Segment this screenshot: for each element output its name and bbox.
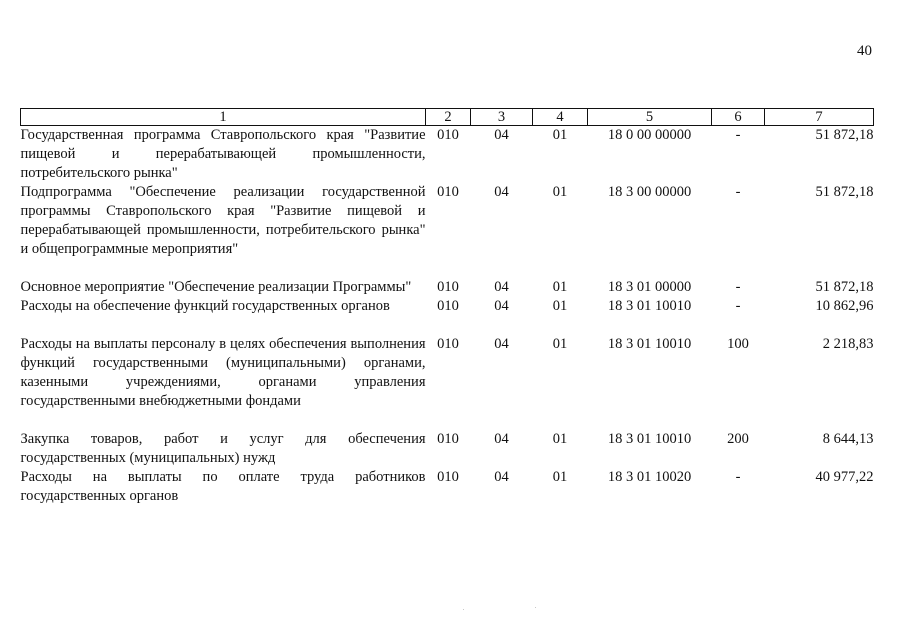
header-col-amount: 7 bbox=[765, 109, 874, 126]
table-row bbox=[21, 183, 874, 278]
header-col-expense-type: 6 bbox=[712, 109, 765, 126]
row-amount: 8 644,13 bbox=[822, 431, 874, 447]
row-section-code: 04 bbox=[494, 279, 509, 295]
row-section-code: 04 bbox=[494, 127, 509, 143]
row-expense-type-code: - bbox=[735, 279, 741, 295]
row-ministry-code: 010 bbox=[437, 184, 459, 200]
scan-speck bbox=[535, 607, 536, 608]
row-amount: 10 862,96 bbox=[815, 298, 874, 314]
header-col-section: 3 bbox=[471, 109, 533, 126]
row-target-item-code: 18 0 00 00000 bbox=[607, 127, 692, 143]
row-target-item-code: 18 3 01 10020 bbox=[607, 469, 692, 485]
scan-speck bbox=[463, 609, 464, 610]
table-row bbox=[21, 430, 874, 468]
header-col-target-item: 5 bbox=[588, 109, 712, 126]
row-amount: 2 218,83 bbox=[822, 336, 874, 352]
row-expense-type-code: - bbox=[735, 184, 741, 200]
table-row bbox=[21, 278, 874, 297]
header-col-subsection: 4 bbox=[533, 109, 588, 126]
row-name: Основное мероприятие "Обеспечение реализации Программы" bbox=[20, 279, 412, 295]
row-expense-type-code: - bbox=[735, 127, 741, 143]
header-col-name: 1 bbox=[21, 109, 426, 126]
row-name: Закупка товаров, работ и услуг для обеспечения государственных (муниципальных) нужд bbox=[20, 431, 426, 466]
row-subsection-code: 01 bbox=[552, 184, 568, 200]
row-ministry-code: 010 bbox=[437, 279, 459, 295]
row-subsection-code: 01 bbox=[552, 298, 568, 314]
row-expense-type-code: 200 bbox=[727, 431, 749, 447]
row-ministry-code: 010 bbox=[437, 431, 459, 447]
table-row bbox=[21, 335, 874, 430]
header-col-ministry: 2 bbox=[426, 109, 471, 126]
row-section-code: 04 bbox=[494, 184, 509, 200]
budget-table bbox=[20, 108, 874, 506]
page-number: 40 bbox=[857, 43, 872, 59]
row-name: Государственная программа Ставропольского края "Развитие пищевой и перерабатывающей промышленности, потребительского рынка" bbox=[20, 127, 426, 181]
row-subsection-code: 01 bbox=[552, 127, 568, 143]
table-row bbox=[21, 297, 874, 335]
row-name: Подпрограмма "Обеспечение реализации государственной программы Ставропольского края "Развитие пищевой и перерабатывающей промышленности, потребительского рынка" и общепрограммные мероприятия" bbox=[20, 184, 426, 257]
table-row bbox=[21, 126, 874, 184]
row-target-item-code: 18 3 01 10010 bbox=[607, 431, 692, 447]
row-name: Расходы на выплаты персоналу в целях обеспечения выполнения функций государственными (муниципальными) органами, казенными учреждениями, органами управления государственными внебюджетными фондами bbox=[20, 336, 426, 409]
row-target-item-code: 18 3 01 00000 bbox=[607, 279, 692, 295]
row-subsection-code: 01 bbox=[552, 279, 568, 295]
row-expense-type-code: - bbox=[735, 298, 741, 314]
row-ministry-code: 010 bbox=[437, 469, 459, 485]
row-amount: 51 872,18 bbox=[815, 127, 874, 143]
row-expense-type-code: 100 bbox=[727, 336, 749, 352]
row-section-code: 04 bbox=[494, 298, 509, 314]
row-subsection-code: 01 bbox=[552, 336, 568, 352]
row-section-code: 04 bbox=[494, 336, 509, 352]
row-amount: 51 872,18 bbox=[815, 184, 874, 200]
table-header-row bbox=[21, 109, 874, 126]
row-ministry-code: 010 bbox=[437, 336, 459, 352]
row-amount: 40 977,22 bbox=[815, 469, 874, 485]
row-subsection-code: 01 bbox=[552, 431, 568, 447]
row-subsection-code: 01 bbox=[552, 469, 568, 485]
row-name: Расходы на обеспечение функций государственных органов bbox=[20, 298, 390, 314]
row-ministry-code: 010 bbox=[437, 127, 459, 143]
row-target-item-code: 18 3 00 00000 bbox=[607, 184, 692, 200]
row-ministry-code: 010 bbox=[437, 298, 459, 314]
table-row bbox=[21, 468, 874, 506]
table-body bbox=[21, 126, 874, 507]
row-target-item-code: 18 3 01 10010 bbox=[607, 336, 692, 352]
row-expense-type-code: - bbox=[735, 469, 741, 485]
row-section-code: 04 bbox=[494, 431, 509, 447]
row-section-code: 04 bbox=[494, 469, 509, 485]
row-name: Расходы на выплаты по оплате труда работников государственных органов bbox=[20, 469, 426, 504]
row-target-item-code: 18 3 01 10010 bbox=[607, 298, 692, 314]
row-amount: 51 872,18 bbox=[815, 279, 874, 295]
